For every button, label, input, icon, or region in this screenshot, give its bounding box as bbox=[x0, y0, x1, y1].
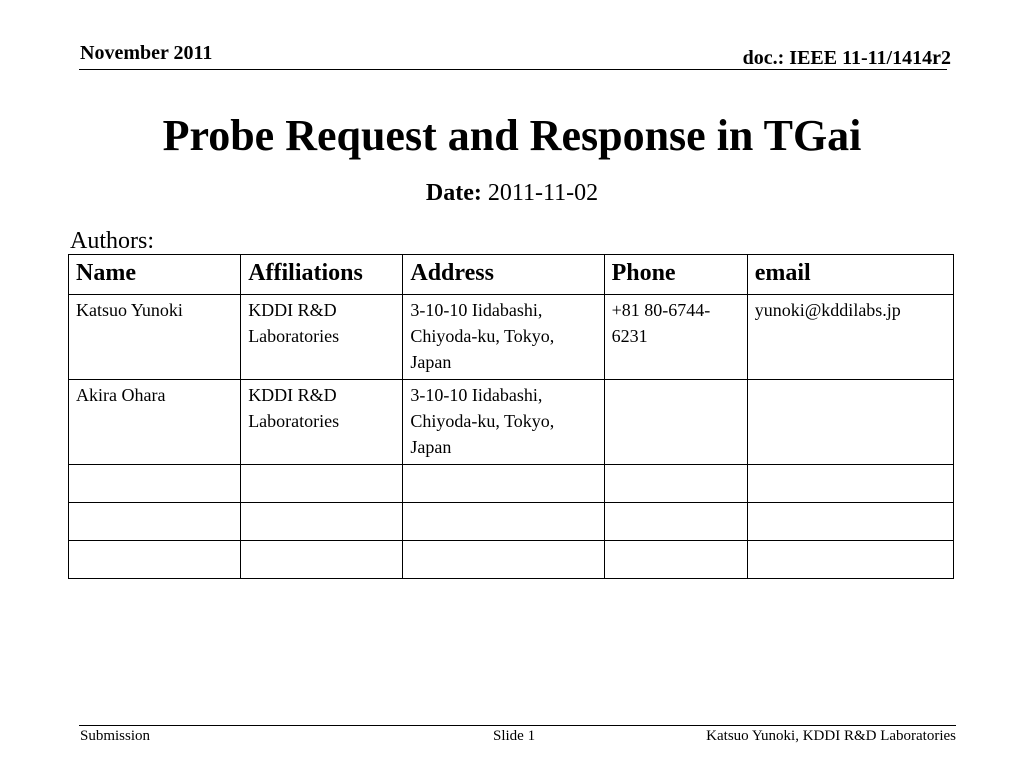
table-row bbox=[69, 380, 954, 465]
column-header-phone: Phone bbox=[604, 255, 747, 295]
empty-cell bbox=[604, 465, 747, 503]
empty-cell bbox=[69, 465, 241, 503]
column-header-affiliations: Affiliations bbox=[241, 255, 403, 295]
authors-table bbox=[68, 254, 954, 579]
empty-cell bbox=[241, 541, 403, 579]
empty-cell bbox=[747, 503, 953, 541]
column-header-address: Address bbox=[403, 255, 604, 295]
author-email bbox=[747, 380, 953, 465]
empty-cell bbox=[747, 541, 953, 579]
empty-cell bbox=[604, 503, 747, 541]
table-row bbox=[69, 295, 954, 380]
empty-cell bbox=[241, 465, 403, 503]
empty-cell bbox=[69, 503, 241, 541]
authors-label: Authors: bbox=[70, 228, 154, 254]
empty-cell bbox=[403, 465, 604, 503]
column-header-name: Name bbox=[69, 255, 241, 295]
author-address: 3-10-10 Iidabashi, Chiyoda-ku, Tokyo, Japan bbox=[403, 380, 604, 465]
empty-cell bbox=[403, 541, 604, 579]
author-affiliation: KDDI R&D Laboratories bbox=[241, 295, 403, 380]
empty-cell bbox=[241, 503, 403, 541]
header-doc-id: doc.: IEEE 11-11/1414r2 bbox=[742, 47, 951, 69]
date-label: Date: bbox=[425, 180, 482, 206]
author-name: Katsuo Yunoki bbox=[69, 295, 241, 380]
header-divider bbox=[79, 69, 947, 70]
slide-title: Probe Request and Response in TGai bbox=[162, 111, 862, 160]
author-phone: +81 80-6744-6231 bbox=[604, 295, 747, 380]
date-value: 2011-11-02 bbox=[487, 180, 599, 206]
date-line bbox=[0, 180, 1024, 207]
table-row-empty bbox=[69, 541, 954, 579]
footer-slide-number: Slide 1 bbox=[493, 728, 536, 744]
author-name: Akira Ohara bbox=[69, 380, 241, 465]
column-header-email: email bbox=[747, 255, 953, 295]
header-date: November 2011 bbox=[80, 42, 213, 64]
footer-submission: Submission bbox=[80, 728, 151, 744]
table-row-empty bbox=[69, 465, 954, 503]
footer-author: Katsuo Yunoki, KDDI R&D Laboratories bbox=[706, 728, 956, 744]
author-phone bbox=[604, 380, 747, 465]
empty-cell bbox=[747, 465, 953, 503]
footer-divider bbox=[79, 725, 956, 726]
empty-cell bbox=[604, 541, 747, 579]
empty-cell bbox=[69, 541, 241, 579]
table-header-row bbox=[69, 255, 954, 295]
author-email: yunoki@kddilabs.jp bbox=[747, 295, 953, 380]
table-row-empty bbox=[69, 503, 954, 541]
author-affiliation: KDDI R&D Laboratories bbox=[241, 380, 403, 465]
empty-cell bbox=[403, 503, 604, 541]
author-address: 3-10-10 Iidabashi, Chiyoda-ku, Tokyo, Japan bbox=[403, 295, 604, 380]
